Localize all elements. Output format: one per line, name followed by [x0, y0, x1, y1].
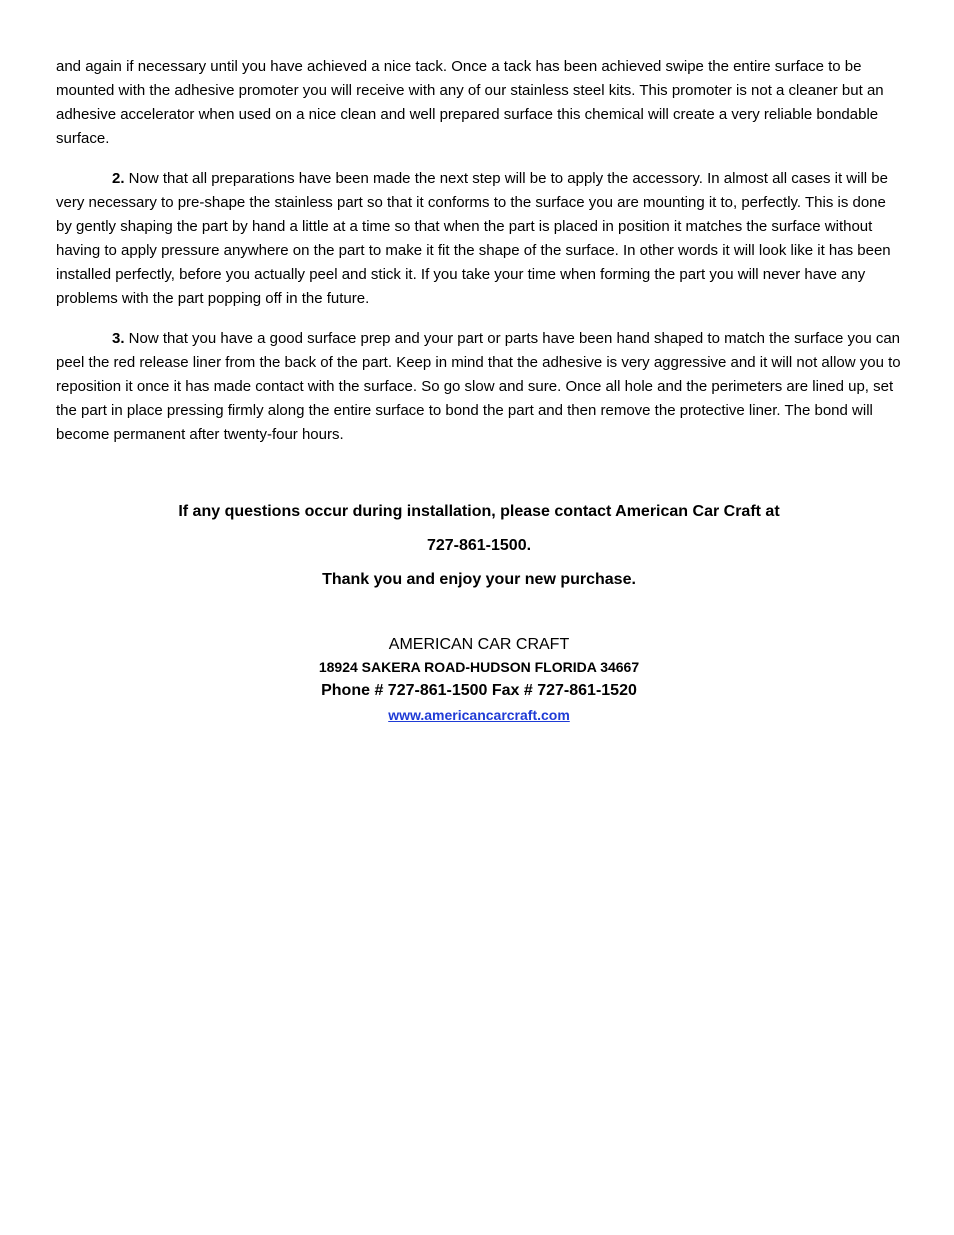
step-2-number: 2. [112, 170, 125, 187]
company-name: AMERICAN CAR CRAFT [388, 636, 570, 653]
thank-you-line: Thank you and enjoy your new purchase. [322, 571, 636, 588]
step-2-text: Now that all preparations have been made the next step will be to apply the accessory. In almost all cases it will be very necessary to pre-shape the stainless part so that it conforms to the surface you are mounting it to, perfectly. This is done by gently shaping the part by hand a little at a time so that when the part is placed in position it matches the surface without having to apply pressure anywhere on the part to make it fit the shape of the surface. In other words it will look like it has been installed perfectly, before you actually peel and stick it. If you take your time when forming the part you will never have any problems with the part popping off in the future. [56, 170, 891, 307]
step-2-paragraph [56, 167, 902, 311]
contact-line: If any questions occur during installation, please contact American Car Craft at [178, 503, 780, 520]
intro-paragraph: and again if necessary until you have achieved a nice tack. Once a tack has been achieved swipe the entire surface to be mounted with the adhesive promoter you will receive with any of our stainless steel kits. This promoter is not a cleaner but an adhesive accelerator when used on a nice clean and well prepared surface this chemical will create a very reliable bondable surface. [56, 58, 884, 147]
step-3-number: 3. [112, 330, 125, 347]
contact-section [56, 501, 902, 590]
company-address: 18924 SAKERA ROAD-HUDSON FLORIDA 34667 [318, 659, 640, 675]
company-footer [56, 634, 902, 726]
document-page [56, 55, 902, 726]
company-phone-fax: Phone # 727-861-1500 Fax # 727-861-1520 [321, 682, 637, 699]
website-link[interactable]: www.americancarcraft.com [388, 707, 570, 723]
step-3-text: Now that you have a good surface prep and your part or parts have been hand shaped to match the surface you can peel the red release liner from the back of the part. Keep in mind that the adhesive is very aggressive and it will not allow you to reposition it once it has made contact with the surface. So go slow and sure. Once all hole and the perimeters are lined up, set the part in place pressing firmly along the entire surface to bond the part and then remove the protective liner. The bond will become permanent after twenty-four hours. [56, 330, 901, 443]
step-3-paragraph [56, 327, 902, 447]
contact-phone: 727-861-1500. [426, 537, 532, 554]
